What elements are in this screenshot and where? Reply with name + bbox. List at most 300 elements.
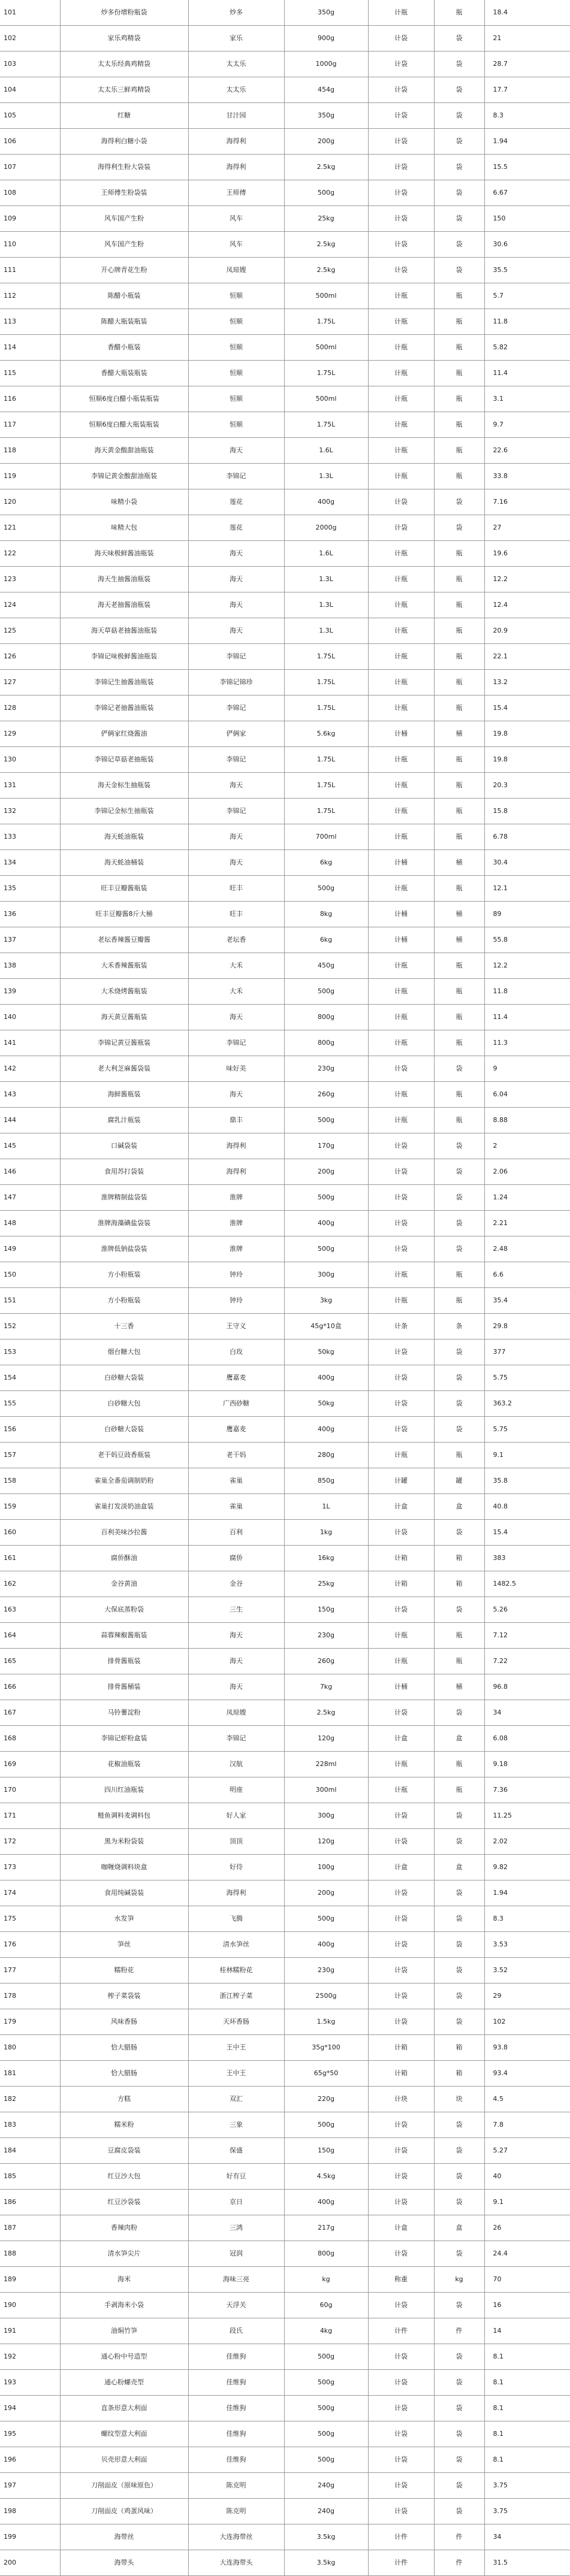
cell-unit: 瓶	[434, 1262, 484, 1288]
cell-price: 30.6	[484, 232, 570, 258]
table-row	[0, 309, 570, 335]
table-row	[0, 1932, 570, 1958]
cell-no: 165	[0, 1649, 60, 1674]
cell-brand: 三鸿	[188, 2215, 284, 2241]
cell-no: 101	[0, 0, 60, 26]
table-row	[0, 155, 570, 180]
cell-name: 海天味极鲜酱油瓶装	[60, 541, 188, 567]
cell-no: 193	[0, 2370, 60, 2396]
cell-spec: 25kg	[284, 1571, 368, 1597]
cell-brand: 李锦记	[188, 644, 284, 670]
cell-brand: 恒顺	[188, 309, 284, 335]
table-row	[0, 1700, 570, 1726]
cell-no: 122	[0, 541, 60, 567]
cell-spec: 2.5kg	[284, 258, 368, 283]
cell-no: 190	[0, 2293, 60, 2318]
cell-unit: 袋	[434, 2370, 484, 2396]
cell-name: 糯米粉	[60, 2112, 188, 2138]
cell-unit: 袋	[434, 1133, 484, 1159]
table-row	[0, 283, 570, 309]
cell-brand: 大禾	[188, 953, 284, 979]
cell-unit: 盒	[434, 1855, 484, 1880]
cell-brand: 海天	[188, 1674, 284, 1700]
table-row	[0, 1391, 570, 1417]
table-row	[0, 77, 570, 103]
cell-price: 96.8	[484, 1674, 570, 1700]
cell-brand: 双汇	[188, 2087, 284, 2112]
cell-name: 老大利芝麻酱袋装	[60, 1056, 188, 1082]
cell-spec: 6kg	[284, 850, 368, 876]
cell-spec: 6kg	[284, 927, 368, 953]
cell-unit: 瓶	[434, 309, 484, 335]
cell-spec: 400g	[284, 489, 368, 515]
cell-no: 134	[0, 850, 60, 876]
cell-unit-type: 计瓶	[368, 309, 434, 335]
table-row	[0, 2344, 570, 2370]
cell-unit-type: 计瓶	[368, 592, 434, 618]
table-row	[0, 721, 570, 747]
cell-spec: 500g	[284, 2447, 368, 2473]
cell-brand: 白玫	[188, 1340, 284, 1365]
cell-price: 30.4	[484, 850, 570, 876]
cell-no: 158	[0, 1468, 60, 1494]
table-row	[0, 2370, 570, 2396]
cell-unit-type: 计件	[368, 2318, 434, 2344]
cell-price: 93.4	[484, 2061, 570, 2087]
cell-unit: 袋	[434, 77, 484, 103]
cell-unit-type: 计袋	[368, 2190, 434, 2215]
cell-brand: 李锦记	[188, 696, 284, 721]
cell-name: 海天黄豆酱瓶装	[60, 1005, 188, 1030]
cell-brand: 恒顺	[188, 361, 284, 386]
cell-no: 160	[0, 1520, 60, 1546]
cell-price: 40	[484, 2164, 570, 2190]
cell-name: 旺丰豆瓣酱8斤大桶	[60, 902, 188, 927]
cell-spec: 230g	[284, 1623, 368, 1649]
cell-brand: 海天	[188, 618, 284, 644]
cell-unit: 袋	[434, 2138, 484, 2164]
cell-unit-type: 计袋	[368, 26, 434, 52]
cell-name: 大保底蒸粉袋	[60, 1597, 188, 1623]
cell-spec: 500g	[284, 979, 368, 1005]
cell-unit: 瓶	[434, 799, 484, 824]
cell-unit-type: 计袋	[368, 1236, 434, 1262]
cell-price: 8.1	[484, 2396, 570, 2421]
cell-unit-type: 计瓶	[368, 567, 434, 592]
cell-brand: 莲花	[188, 515, 284, 541]
cell-unit: 盒	[434, 1494, 484, 1520]
cell-spec: 230g	[284, 1958, 368, 1984]
cell-name: 黑为米粉袋装	[60, 1829, 188, 1855]
cell-brand: 桂林糯粉花	[188, 1958, 284, 1984]
cell-price: 6.04	[484, 1082, 570, 1108]
cell-no: 154	[0, 1365, 60, 1391]
table-row	[0, 592, 570, 618]
cell-name: 方小粉瓶装	[60, 1288, 188, 1314]
cell-brand: 李锦记	[188, 747, 284, 773]
cell-no: 194	[0, 2396, 60, 2421]
cell-brand: 段氏	[188, 2318, 284, 2344]
cell-unit-type: 计瓶	[368, 464, 434, 489]
cell-brand: 海得利	[188, 1880, 284, 1906]
cell-unit: 桶	[434, 721, 484, 747]
cell-no: 146	[0, 1159, 60, 1185]
cell-name: 海带丝	[60, 2524, 188, 2550]
cell-spec: 300g	[284, 1262, 368, 1288]
table-row	[0, 1623, 570, 1649]
cell-no: 113	[0, 309, 60, 335]
cell-price: 8.3	[484, 103, 570, 129]
cell-spec: 200g	[284, 1880, 368, 1906]
cell-name: 李锦记老抽酱油瓶装	[60, 696, 188, 721]
cell-unit-type: 计箱	[368, 2035, 434, 2061]
table-row	[0, 1185, 570, 1211]
cell-price: 24.4	[484, 2241, 570, 2267]
cell-spec: 454g	[284, 77, 368, 103]
cell-price: 11.8	[484, 979, 570, 1005]
cell-brand: 李锦记	[188, 464, 284, 489]
table-row	[0, 2215, 570, 2241]
cell-name: 雀巢打发淡奶油盒装	[60, 1494, 188, 1520]
cell-unit: 瓶	[434, 670, 484, 696]
cell-unit-type: 计桶	[368, 902, 434, 927]
cell-unit-type: 计瓶	[368, 799, 434, 824]
cell-spec: 400g	[284, 2190, 368, 2215]
cell-unit-type: 计箱	[368, 1571, 434, 1597]
cell-unit-type: 计瓶	[368, 876, 434, 902]
cell-name: 马铃薯淀粉	[60, 1700, 188, 1726]
cell-price: 8.1	[484, 2344, 570, 2370]
cell-spec: 200g	[284, 129, 368, 155]
table-row	[0, 1108, 570, 1133]
cell-spec: kg	[284, 2267, 368, 2293]
cell-name: 花椒油瓶装	[60, 1752, 188, 1777]
cell-unit: 瓶	[434, 1288, 484, 1314]
cell-name: 香醋小瓶装	[60, 335, 188, 361]
cell-spec: 1.3L	[284, 618, 368, 644]
cell-unit-type: 计袋	[368, 2421, 434, 2447]
cell-unit-type: 计瓶	[368, 412, 434, 438]
cell-name: 海天老抽酱油瓶装	[60, 592, 188, 618]
cell-unit: 瓶	[434, 1082, 484, 1108]
cell-unit-type: 计袋	[368, 232, 434, 258]
cell-no: 105	[0, 103, 60, 129]
cell-name: 排骨酱桶装	[60, 1674, 188, 1700]
cell-price: 35.8	[484, 1468, 570, 1494]
cell-price: 12.1	[484, 876, 570, 902]
cell-no: 140	[0, 1005, 60, 1030]
cell-unit-type: 计袋	[368, 2164, 434, 2190]
cell-no: 183	[0, 2112, 60, 2138]
table-row	[0, 1546, 570, 1571]
cell-no: 128	[0, 696, 60, 721]
cell-name: 豆腐皮袋装	[60, 2138, 188, 2164]
cell-spec: 65g*50	[284, 2061, 368, 2087]
cell-no: 166	[0, 1674, 60, 1700]
cell-price: 29	[484, 1984, 570, 2009]
cell-unit-type: 计瓶	[368, 438, 434, 464]
cell-spec: 240g	[284, 2499, 368, 2524]
table-row	[0, 1726, 570, 1752]
table-row	[0, 902, 570, 927]
cell-price: 15.8	[484, 799, 570, 824]
cell-brand: 海味三亮	[188, 2267, 284, 2293]
cell-brand: 海得利	[188, 1159, 284, 1185]
cell-brand: 佳维狗	[188, 2370, 284, 2396]
cell-unit: 袋	[434, 1597, 484, 1623]
table-row	[0, 438, 570, 464]
cell-name: 四川红油瓶装	[60, 1777, 188, 1803]
cell-name: 大禾烧烤酱瓶装	[60, 979, 188, 1005]
cell-no: 153	[0, 1340, 60, 1365]
cell-name: 清水笋尖片	[60, 2241, 188, 2267]
cell-brand: 金谷	[188, 1571, 284, 1597]
cell-no: 157	[0, 1443, 60, 1468]
cell-unit: 袋	[434, 1932, 484, 1958]
cell-unit-type: 计袋	[368, 1133, 434, 1159]
cell-unit: 块	[434, 2087, 484, 2112]
cell-brand: 大禾	[188, 979, 284, 1005]
cell-brand: 莲花	[188, 489, 284, 515]
cell-brand: 王守义	[188, 1314, 284, 1340]
cell-name: 恰大腊肠	[60, 2035, 188, 2061]
cell-unit: 袋	[434, 258, 484, 283]
cell-unit-type: 计袋	[368, 1365, 434, 1391]
table-row	[0, 1005, 570, 1030]
cell-unit-type: 计瓶	[368, 670, 434, 696]
cell-name: 王师傅生粉袋装	[60, 180, 188, 206]
cell-brand: 淮牌	[188, 1236, 284, 1262]
cell-spec: 2.5kg	[284, 1700, 368, 1726]
cell-name: 咖喱烧调料块盒	[60, 1855, 188, 1880]
cell-no: 171	[0, 1803, 60, 1829]
cell-no: 142	[0, 1056, 60, 1082]
cell-unit: 袋	[434, 1984, 484, 2009]
table-row	[0, 799, 570, 824]
cell-no: 200	[0, 2550, 60, 2576]
cell-brand: 顶顶	[188, 1829, 284, 1855]
cell-brand: 汉航	[188, 1752, 284, 1777]
cell-no: 102	[0, 26, 60, 52]
cell-no: 145	[0, 1133, 60, 1159]
cell-unit-type: 计瓶	[368, 644, 434, 670]
cell-unit: 瓶	[434, 1005, 484, 1030]
table-row	[0, 1752, 570, 1777]
table-row	[0, 2164, 570, 2190]
cell-no: 127	[0, 670, 60, 696]
cell-unit-type: 计瓶	[368, 386, 434, 412]
cell-unit-type: 计袋	[368, 2293, 434, 2318]
cell-price: 1.94	[484, 129, 570, 155]
cell-spec: 350g	[284, 103, 368, 129]
table-row	[0, 1984, 570, 2009]
cell-brand: 保盛	[188, 2138, 284, 2164]
cell-price: 9.7	[484, 412, 570, 438]
cell-price: 8.1	[484, 2447, 570, 2473]
cell-brand: 味好美	[188, 1056, 284, 1082]
cell-price: 28.7	[484, 52, 570, 77]
cell-unit-type: 计袋	[368, 258, 434, 283]
cell-unit-type: 计袋	[368, 180, 434, 206]
cell-name: 海天金标生抽瓶装	[60, 773, 188, 799]
cell-no: 195	[0, 2421, 60, 2447]
cell-price: 3.52	[484, 1958, 570, 1984]
cell-brand: 腐侨	[188, 1546, 284, 1571]
cell-no: 144	[0, 1108, 60, 1133]
cell-price: 11.4	[484, 361, 570, 386]
cell-name: 烟台糖大包	[60, 1340, 188, 1365]
table-row	[0, 335, 570, 361]
cell-price: 11.3	[484, 1030, 570, 1056]
cell-name: 海得利白糖小袋	[60, 129, 188, 155]
cell-name: 海天生抽酱油瓶装	[60, 567, 188, 592]
table-row	[0, 412, 570, 438]
cell-price: 3.53	[484, 1932, 570, 1958]
table-row	[0, 1365, 570, 1391]
cell-unit: 袋	[434, 103, 484, 129]
cell-price: 31.5	[484, 2550, 570, 2576]
cell-unit-type: 计袋	[368, 1984, 434, 2009]
cell-spec: 400g	[284, 1417, 368, 1443]
table-row	[0, 1674, 570, 1700]
cell-unit: 袋	[434, 2499, 484, 2524]
cell-name: 恒顺6度白醋小瓶装瓶装	[60, 386, 188, 412]
cell-unit-type: 计瓶	[368, 696, 434, 721]
cell-no: 110	[0, 232, 60, 258]
cell-unit-type: 计瓶	[368, 1649, 434, 1674]
cell-spec: 3kg	[284, 1288, 368, 1314]
cell-unit-type: 计瓶	[368, 1752, 434, 1777]
cell-brand: 海天	[188, 1082, 284, 1108]
cell-unit-type: 计袋	[368, 129, 434, 155]
cell-name: 糯粉花	[60, 1958, 188, 1984]
table-row	[0, 206, 570, 232]
cell-price: 22.6	[484, 438, 570, 464]
cell-no: 189	[0, 2267, 60, 2293]
cell-price: 102	[484, 2009, 570, 2035]
cell-no: 148	[0, 1211, 60, 1236]
cell-price: 3.75	[484, 2499, 570, 2524]
cell-unit: 盒	[434, 2215, 484, 2241]
table-row	[0, 1597, 570, 1623]
cell-unit: 袋	[434, 2190, 484, 2215]
cell-brand: 风车	[188, 206, 284, 232]
cell-name: 香醋大瓶装瓶装	[60, 361, 188, 386]
cell-unit: 瓶	[434, 1752, 484, 1777]
cell-spec: 500g	[284, 1906, 368, 1932]
cell-spec: 1.75L	[284, 644, 368, 670]
cell-unit-type: 计袋	[368, 1417, 434, 1443]
cell-no: 109	[0, 206, 60, 232]
cell-no: 191	[0, 2318, 60, 2344]
cell-spec: 300g	[284, 1803, 368, 1829]
cell-price: 7.16	[484, 489, 570, 515]
cell-no: 107	[0, 155, 60, 180]
cell-name: 刀削面皮（原味原色）	[60, 2473, 188, 2499]
cell-spec: 35g*100	[284, 2035, 368, 2061]
cell-spec: 300ml	[284, 1777, 368, 1803]
cell-brand: 好人家	[188, 1803, 284, 1829]
cell-price: 150	[484, 206, 570, 232]
cell-brand: 钟玲	[188, 1262, 284, 1288]
cell-price: 26	[484, 2215, 570, 2241]
cell-spec: 1.5kg	[284, 2009, 368, 2035]
cell-brand: 淮牌	[188, 1185, 284, 1211]
cell-unit: 袋	[434, 1056, 484, 1082]
cell-no: 125	[0, 618, 60, 644]
cell-spec: 4.5kg	[284, 2164, 368, 2190]
cell-unit-type: 计瓶	[368, 1262, 434, 1288]
cell-name: 陈醋大瓶装瓶装	[60, 309, 188, 335]
cell-spec: 1.75L	[284, 773, 368, 799]
cell-no: 111	[0, 258, 60, 283]
table-row	[0, 2550, 570, 2576]
cell-price: 6.6	[484, 1262, 570, 1288]
table-row	[0, 927, 570, 953]
cell-spec: 500g	[284, 1236, 368, 1262]
table-row	[0, 1056, 570, 1082]
cell-spec: 1.75L	[284, 799, 368, 824]
cell-unit-type: 计袋	[368, 1159, 434, 1185]
cell-no: 188	[0, 2241, 60, 2267]
cell-brand: 海天	[188, 1649, 284, 1674]
table-row	[0, 0, 570, 26]
cell-unit: 袋	[434, 2293, 484, 2318]
cell-price: 8.3	[484, 1906, 570, 1932]
cell-spec: 1L	[284, 1494, 368, 1520]
cell-name: 家乐鸡精袋	[60, 26, 188, 52]
cell-price: 16	[484, 2293, 570, 2318]
cell-name: 金谷黄油	[60, 1571, 188, 1597]
cell-no: 176	[0, 1932, 60, 1958]
cell-no: 150	[0, 1262, 60, 1288]
cell-no: 155	[0, 1391, 60, 1417]
cell-brand: 佳维狗	[188, 2421, 284, 2447]
cell-unit: kg	[434, 2267, 484, 2293]
cell-name: 油焖竹笋	[60, 2318, 188, 2344]
cell-unit: 袋	[434, 1391, 484, 1417]
cell-name: 恒顺6度白醋大瓶装瓶装	[60, 412, 188, 438]
cell-unit-type: 计袋	[368, 1185, 434, 1211]
cell-price: 9.18	[484, 1752, 570, 1777]
cell-price: 8.88	[484, 1108, 570, 1133]
table-row	[0, 52, 570, 77]
cell-price: 55.8	[484, 927, 570, 953]
cell-price: 5.27	[484, 2138, 570, 2164]
cell-spec: 1.3L	[284, 464, 368, 489]
cell-brand: 炒多	[188, 0, 284, 26]
cell-price: 7.8	[484, 2112, 570, 2138]
cell-spec: 150g	[284, 1597, 368, 1623]
cell-unit: 袋	[434, 1417, 484, 1443]
cell-brand: 大连海带头	[188, 2550, 284, 2576]
table-row	[0, 2241, 570, 2267]
cell-no: 108	[0, 180, 60, 206]
cell-spec: 850g	[284, 1468, 368, 1494]
cell-unit: 瓶	[434, 1649, 484, 1674]
cell-unit: 袋	[434, 155, 484, 180]
cell-price: 19.8	[484, 721, 570, 747]
cell-brand: 好侍	[188, 1855, 284, 1880]
cell-spec: 200g	[284, 1159, 368, 1185]
cell-price: 14	[484, 2318, 570, 2344]
cell-unit-type: 计瓶	[368, 1082, 434, 1108]
cell-spec: 2500g	[284, 1984, 368, 2009]
table-row	[0, 515, 570, 541]
cell-spec: 500g	[284, 1108, 368, 1133]
cell-brand: 海得利	[188, 155, 284, 180]
cell-unit-type: 计袋	[368, 1391, 434, 1417]
